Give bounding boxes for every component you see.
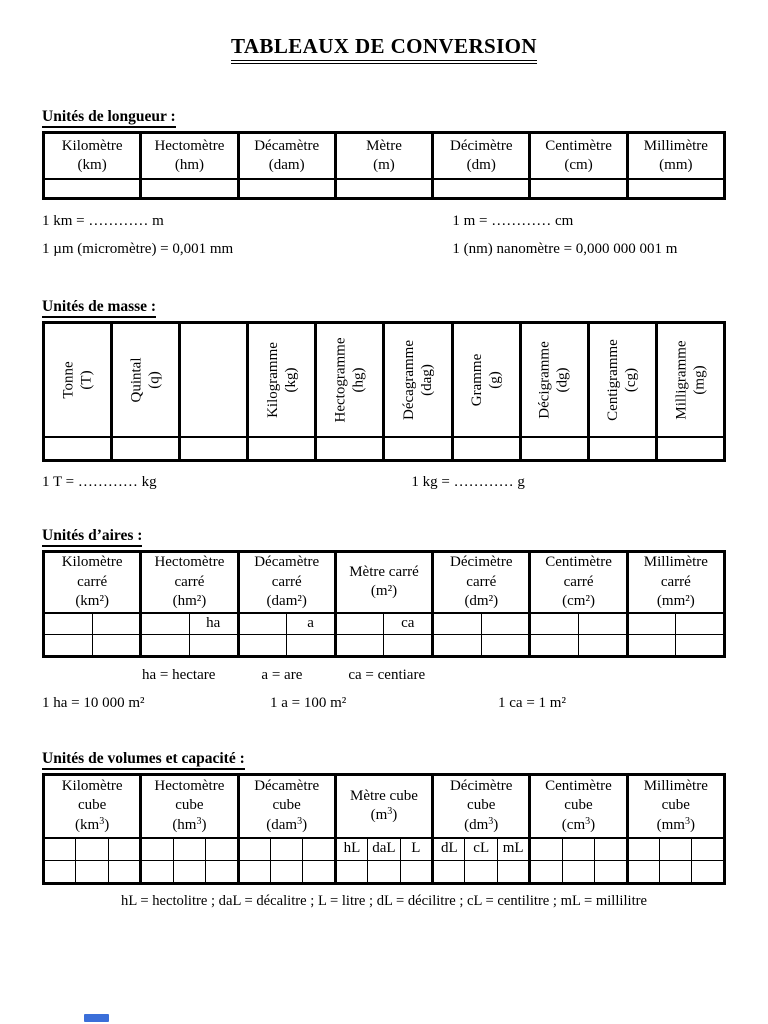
empty-cell	[141, 838, 173, 861]
unit-symbol: (mg)	[691, 365, 708, 395]
unit-symbol: (km)	[77, 157, 107, 173]
empty-cell	[433, 634, 482, 656]
note-tonne-to-kg: 1 T = ………… kg	[42, 474, 157, 490]
empty-cell	[335, 634, 384, 656]
longueur-header-cell	[627, 133, 724, 180]
empty-cell	[44, 179, 141, 199]
page-title: TABLEAUX DE CONVERSION	[231, 34, 537, 64]
title-area	[42, 34, 726, 64]
masse-table	[42, 321, 726, 462]
longueur-header-cell	[335, 133, 432, 180]
unit-name-line: carré	[563, 573, 594, 590]
section-heading-longueur: Unités de longueur :	[42, 108, 176, 128]
unit-symbol-sup: 3	[684, 815, 690, 827]
unit-name: Millimètre	[643, 137, 708, 154]
empty-cell	[481, 634, 530, 656]
empty-cell	[92, 613, 141, 635]
section-longueur	[42, 108, 726, 258]
unit-name-line: (mm²)	[656, 593, 695, 609]
masse-header-cell	[384, 323, 452, 438]
unit-symbol: (cm)	[564, 157, 593, 173]
unit-symbol-pre: (mm	[656, 816, 685, 833]
masse-notes-row	[42, 474, 726, 491]
note-ca-m2: 1 ca = 1 m²	[498, 694, 566, 711]
empty-cell	[44, 634, 93, 656]
empty-cell	[579, 613, 628, 635]
note-nanometre: 1 (nm) nanomètre = 0,000 000 001 m	[452, 241, 678, 257]
empty-cell	[76, 860, 108, 883]
masse-header-cell	[112, 323, 180, 438]
unit-symbol: (g)	[487, 371, 504, 389]
unit-name-line: cube	[564, 797, 593, 814]
unit-symbol: (dam)	[268, 157, 305, 173]
section-volumes	[42, 750, 726, 910]
empty-cell	[316, 437, 384, 461]
masse-header-cell	[452, 323, 520, 438]
empty-cell	[452, 437, 520, 461]
masse-header-cell	[248, 323, 316, 438]
unit-name-line: cube	[175, 797, 204, 814]
empty-cell	[303, 860, 335, 883]
volumes-header-cell	[44, 774, 141, 838]
aires-sublabel-row	[44, 613, 725, 635]
aires-header-cell	[530, 552, 627, 613]
section-heading-aires: Unités d’aires :	[42, 527, 142, 547]
volumes-header-cell	[335, 774, 432, 838]
unit-name: Milligramme	[673, 340, 690, 420]
unit-symbol: (dag)	[419, 364, 436, 396]
unit-name: Hectomètre	[154, 137, 225, 154]
empty-cell	[627, 838, 659, 861]
unit-symbol	[240, 816, 334, 836]
unit-symbol-sup: 3	[585, 815, 591, 827]
rotated-label-wrap	[249, 324, 314, 436]
empty-cell	[692, 838, 725, 861]
unit-symbol: (dm)	[466, 157, 496, 173]
unit-name-line: Centimètre	[545, 554, 612, 570]
unit-symbol	[142, 816, 236, 836]
empty-cell	[384, 437, 452, 461]
unit-symbol: (T)	[78, 370, 95, 390]
unit-name: Kilogramme	[264, 342, 281, 418]
volumes-empty-row	[44, 860, 725, 883]
masse-empty-row	[44, 437, 725, 461]
unit-name: Décamètre	[254, 137, 320, 154]
aires-header-cell	[238, 552, 335, 613]
sub-unit-cell: hL	[335, 838, 367, 861]
unit-name: Centigramme	[605, 339, 622, 421]
unit-symbol: (hg)	[350, 367, 367, 393]
empty-cell	[335, 860, 367, 883]
empty-cell	[238, 860, 270, 883]
legend-centiare: ca = centiare	[348, 666, 426, 683]
empty-cell	[562, 860, 594, 883]
section-masse	[42, 298, 726, 491]
unit-name: Tonne	[60, 361, 77, 399]
empty-cell	[692, 860, 725, 883]
empty-cell	[530, 860, 562, 883]
aires-header-cell	[627, 552, 724, 613]
rotated-label	[400, 340, 436, 420]
rotated-label	[60, 361, 96, 398]
unit-symbol: (q)	[146, 371, 163, 389]
rotated-label-wrap	[317, 324, 382, 436]
empty-cell	[206, 860, 238, 883]
longueur-header-cell	[44, 133, 141, 180]
empty-cell	[44, 838, 76, 861]
empty-cell	[656, 437, 724, 461]
empty-cell	[141, 613, 190, 635]
bottom-left-blue-marker	[84, 1014, 109, 1022]
empty-cell	[108, 838, 140, 861]
unit-symbol-pre: (m	[370, 807, 388, 823]
unit-name: Mètre	[366, 137, 402, 154]
unit-symbol: (m)	[373, 157, 395, 173]
empty-cell	[248, 437, 316, 461]
empty-cell	[238, 179, 335, 199]
empty-cell	[530, 634, 579, 656]
unit-name: Kilomètre	[61, 137, 123, 154]
sub-unit-cell: daL	[368, 838, 400, 861]
unit-symbol-sup: 3	[297, 815, 303, 827]
masse-header-cell	[588, 323, 656, 438]
volumes-header-cell	[238, 774, 335, 838]
sub-unit-cell: a	[287, 613, 336, 635]
empty-cell	[433, 860, 465, 883]
empty-cell	[627, 634, 676, 656]
rotated-label-wrap	[385, 324, 450, 436]
empty-cell	[588, 437, 656, 461]
section-aires	[42, 527, 726, 712]
unit-symbol-post: )	[302, 816, 308, 833]
unit-symbol: (kg)	[282, 367, 299, 393]
empty-cell	[520, 437, 588, 461]
section-heading-volumes: Unités de volumes et capacité :	[42, 750, 245, 770]
longueur-header-cell	[433, 133, 530, 180]
aires-legend-row	[42, 667, 726, 684]
longueur-header-cell	[530, 133, 627, 180]
rotated-label	[604, 339, 640, 421]
empty-cell	[92, 634, 141, 656]
unit-name-line: Décamètre	[254, 554, 320, 570]
unit-symbol-post: )	[590, 816, 596, 833]
unit-name-line: carré	[660, 573, 691, 590]
rotated-label-wrap	[181, 324, 246, 436]
empty-cell	[44, 613, 93, 635]
unit-name-line: Kilomètre	[61, 554, 123, 570]
empty-cell	[660, 838, 692, 861]
empty-cell	[108, 860, 140, 883]
unit-symbol	[337, 806, 431, 826]
empty-cell	[530, 179, 627, 199]
unit-symbol-sup: 3	[196, 815, 202, 827]
unit-symbol	[45, 816, 139, 836]
longueur-header-row	[44, 133, 725, 180]
aires-header-cell	[335, 552, 432, 613]
empty-cell	[627, 613, 676, 635]
unit-symbol-pre: (km	[75, 816, 100, 833]
unit-symbol-pre: (dm	[464, 816, 489, 833]
unit-name-line: cube	[77, 797, 107, 814]
longueur-notes-row-1	[42, 213, 726, 230]
unit-name: Décagramme	[401, 340, 418, 420]
unit-name-line: carré	[466, 573, 497, 590]
empty-cell	[627, 179, 724, 199]
empty-cell	[173, 860, 205, 883]
rotated-label	[536, 341, 572, 418]
empty-cell	[238, 838, 270, 861]
rotated-label-wrap	[113, 324, 178, 436]
empty-cell	[335, 179, 432, 199]
masse-header-cell	[656, 323, 724, 438]
empty-cell	[287, 634, 336, 656]
aires-table	[42, 550, 726, 658]
rotated-label	[672, 340, 708, 419]
unit-name-line: Décimètre	[449, 777, 513, 794]
empty-cell	[206, 838, 238, 861]
unit-name: Gramme	[469, 353, 486, 407]
unit-symbol-pre: (dam	[266, 816, 298, 833]
unit-name: Décimètre	[450, 137, 513, 154]
rotated-label	[468, 354, 504, 406]
volumes-header-cell	[627, 774, 724, 838]
empty-cell	[303, 838, 335, 861]
longueur-notes-row-2	[42, 241, 726, 258]
note-kg-to-g: 1 kg = ………… g	[411, 474, 525, 490]
volumes-table	[42, 773, 726, 885]
aires-empty-row	[44, 634, 725, 656]
note-ha-m2: 1 ha = 10 000 m²	[42, 694, 145, 711]
rotated-label-wrap	[590, 324, 655, 436]
unit-name-line: (km²)	[75, 593, 109, 609]
volumes-header-cell	[433, 774, 530, 838]
unit-name-line: carré	[271, 573, 302, 590]
empty-cell	[335, 613, 384, 635]
unit-name-line: (m²)	[370, 583, 398, 600]
unit-symbol: (mm)	[659, 157, 693, 173]
sub-unit-cell: ha	[189, 613, 238, 635]
unit-name-line: cube	[467, 797, 496, 814]
empty-cell	[141, 860, 173, 883]
unit-symbol	[434, 816, 528, 836]
legend-hectare: ha = hectare	[142, 666, 216, 683]
unit-symbol	[629, 816, 723, 836]
note-km-to-m: 1 km = ………… m	[42, 213, 164, 229]
unit-name: Hectogramme	[332, 337, 349, 423]
rotated-label-wrap	[454, 324, 519, 436]
sub-unit-cell: cL	[465, 838, 497, 861]
unit-name-line: Mètre carré	[349, 563, 419, 580]
masse-header-cell	[520, 323, 588, 438]
unit-name-line: cube	[272, 797, 301, 814]
empty-cell	[180, 437, 248, 461]
unit-symbol-pre: (cm	[561, 816, 586, 833]
empty-cell	[530, 613, 579, 635]
sub-unit-cell: dL	[433, 838, 465, 861]
aires-header-row	[44, 552, 725, 613]
longueur-empty-row	[44, 179, 725, 199]
empty-cell	[173, 838, 205, 861]
rotated-label	[128, 358, 164, 403]
empty-cell	[238, 613, 287, 635]
unit-name-line: Décimètre	[450, 554, 513, 570]
section-heading-masse: Unités de masse :	[42, 298, 156, 318]
masse-header-row	[44, 323, 725, 438]
unit-symbol-post: )	[104, 816, 110, 833]
empty-cell	[660, 860, 692, 883]
volumes-sublabel-row	[44, 838, 725, 861]
masse-header-cell	[44, 323, 112, 438]
aires-notes-row	[42, 695, 726, 712]
longueur-table	[42, 131, 726, 200]
legend-are: a = are	[261, 666, 303, 683]
unit-name-line: Décamètre	[254, 777, 320, 794]
unit-symbol	[531, 816, 625, 836]
aires-header-cell	[141, 552, 238, 613]
unit-name-line: (dm²)	[464, 593, 499, 609]
empty-cell	[627, 860, 659, 883]
sub-unit-cell: ca	[384, 613, 433, 635]
empty-cell	[384, 634, 433, 656]
empty-cell	[676, 613, 725, 635]
aires-header-cell	[44, 552, 141, 613]
unit-symbol-sup: 3	[488, 815, 494, 827]
unit-name-line: cube	[661, 797, 690, 814]
note-micrometre: 1 µm (micromètre) = 0,001 mm	[42, 241, 234, 257]
volumes-header-cell	[141, 774, 238, 838]
unit-name-line: (hm²)	[172, 593, 207, 609]
unit-symbol: (cg)	[623, 367, 640, 393]
empty-cell	[676, 634, 725, 656]
empty-cell	[44, 860, 76, 883]
unit-name-line: Centimètre	[545, 777, 612, 794]
unit-name-line: Hectomètre	[154, 554, 225, 570]
sub-unit-cell: mL	[497, 838, 529, 861]
empty-cell	[530, 838, 562, 861]
unit-name-line: (cm²)	[562, 593, 595, 609]
unit-symbol-pre: (hm	[172, 816, 197, 833]
masse-header-cell	[316, 323, 384, 438]
rotated-label	[264, 342, 300, 418]
empty-cell	[433, 613, 482, 635]
empty-cell	[141, 634, 190, 656]
unit-symbol-sup: 3	[99, 815, 105, 827]
unit-symbol-post: )	[392, 807, 398, 823]
unit-name-line: Millimètre	[643, 554, 708, 570]
unit-name-line: Kilomètre	[61, 777, 123, 794]
empty-cell	[44, 437, 112, 461]
unit-symbol-sup: 3	[387, 806, 393, 817]
unit-name: Décigramme	[537, 341, 554, 419]
empty-cell	[189, 634, 238, 656]
sub-unit-cell: L	[400, 838, 432, 861]
unit-symbol-post: )	[493, 816, 499, 833]
rotated-label	[332, 338, 368, 423]
unit-name-line: Millimètre	[643, 777, 708, 794]
volumes-legend: hL = hectolitre ; daL = décalitre ; L = litre ; dL = décilitre ; cL = centilitre ; mL = millilitre	[121, 892, 647, 909]
unit-name-line: Hectomètre	[154, 777, 225, 794]
unit-symbol-post: )	[201, 816, 207, 833]
rotated-label-wrap	[522, 324, 587, 436]
empty-cell	[141, 179, 238, 199]
empty-cell	[76, 838, 108, 861]
note-a-m2: 1 a = 100 m²	[270, 694, 347, 711]
unit-symbol: (dg)	[555, 367, 572, 393]
empty-cell	[270, 860, 302, 883]
empty-cell	[481, 613, 530, 635]
empty-cell	[595, 838, 627, 861]
unit-name: Quintal	[128, 357, 145, 403]
empty-cell	[579, 634, 628, 656]
unit-name-line: carré	[174, 573, 205, 590]
empty-cell	[368, 860, 400, 883]
unit-name-line: (dam²)	[266, 593, 307, 609]
unit-symbol: (hm)	[174, 157, 204, 173]
empty-cell	[562, 838, 594, 861]
volumes-header-row	[44, 774, 725, 838]
unit-name-line: carré	[77, 573, 108, 590]
longueur-header-cell	[238, 133, 335, 180]
empty-cell	[465, 860, 497, 883]
empty-cell	[595, 860, 627, 883]
empty-cell	[238, 634, 287, 656]
unit-name: Centimètre	[545, 137, 612, 154]
aires-header-cell	[433, 552, 530, 613]
rotated-label-wrap	[45, 324, 110, 436]
note-m-to-cm: 1 m = ………… cm	[452, 213, 574, 229]
empty-cell	[433, 179, 530, 199]
volumes-header-cell	[530, 774, 627, 838]
empty-cell	[112, 437, 180, 461]
unit-symbol-post: )	[689, 816, 695, 833]
empty-cell	[497, 860, 529, 883]
empty-cell	[270, 838, 302, 861]
unit-name-line: Mètre cube	[349, 787, 418, 804]
masse-header-cell	[180, 323, 248, 438]
longueur-header-cell	[141, 133, 238, 180]
empty-cell	[400, 860, 432, 883]
rotated-label-wrap	[658, 324, 723, 436]
